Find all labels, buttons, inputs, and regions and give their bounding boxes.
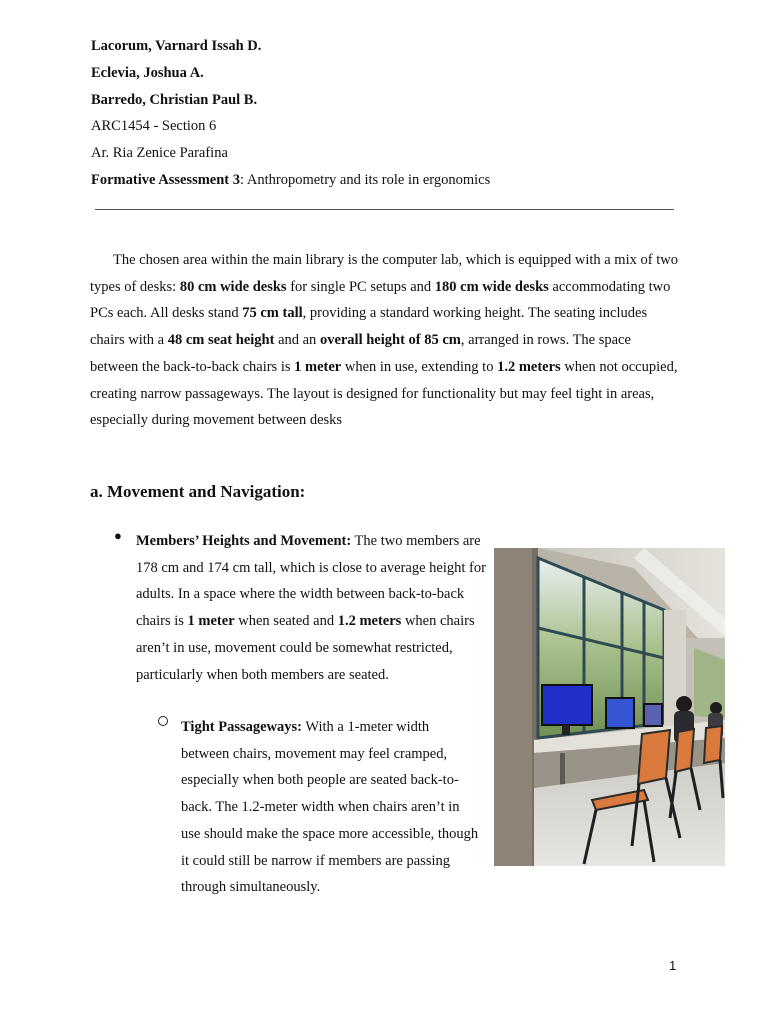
intro-paragraph: The chosen area within the main library is the computer lab, which is equipped with a mix of two types of desks: 80 cm wide desks for single PC setups and 180 cm wide desks accommodating two PCs each. All desks stand 75 cm tall, providing a standard working height. The seating includes chairs with a 48 cm seat height and an overall height of 85 cm, arranged in rows. The space between the back-to-back chairs is 1 meter when in use, extending to 1.2 meters when not occupied, creating narrow passageways. The layout is designed for functionality but may feel tight in areas, especially during movement between desks — [90, 252, 678, 429]
bullet-circle-icon — [158, 716, 168, 726]
computer-lab-photo — [494, 548, 725, 866]
list-item: Members’ Heights and Movement: The two members are 178 cm and 174 cm tall, which is close to average height for adults. In a space where the width between back-to-back chairs is 1 meter when seated and 1.2 meters when chairs aren’t in use, movement could be somewhat restricted, particularly when both members are seated. — [136, 533, 486, 683]
instructor-name: Ar. Ria Zenice Parafina — [91, 145, 228, 161]
horizontal-divider — [95, 209, 674, 210]
bullet-dot-icon: ● — [114, 528, 122, 543]
page-number: 1 — [669, 958, 677, 973]
author-name: Eclevia, Joshua A. — [91, 65, 204, 81]
assessment-title: Formative Assessment 3: Anthropometry and its role in ergonomics — [91, 172, 491, 188]
author-name: Lacorum, Varnard Issah D. — [91, 38, 262, 54]
section-heading: a. Movement and Navigation: — [90, 482, 306, 501]
course-section: ARC1454 - Section 6 — [91, 118, 217, 134]
author-name: Barredo, Christian Paul B. — [91, 92, 258, 108]
sub-list-item: Tight Passageways: With a 1-meter width between chairs, movement may feel cramped, especially when both people are seated back-to-back. The 1.2-meter width when chairs aren’t in use should make the space more accessible, though it could still be narrow if members are passing through simultaneously. — [181, 719, 479, 896]
